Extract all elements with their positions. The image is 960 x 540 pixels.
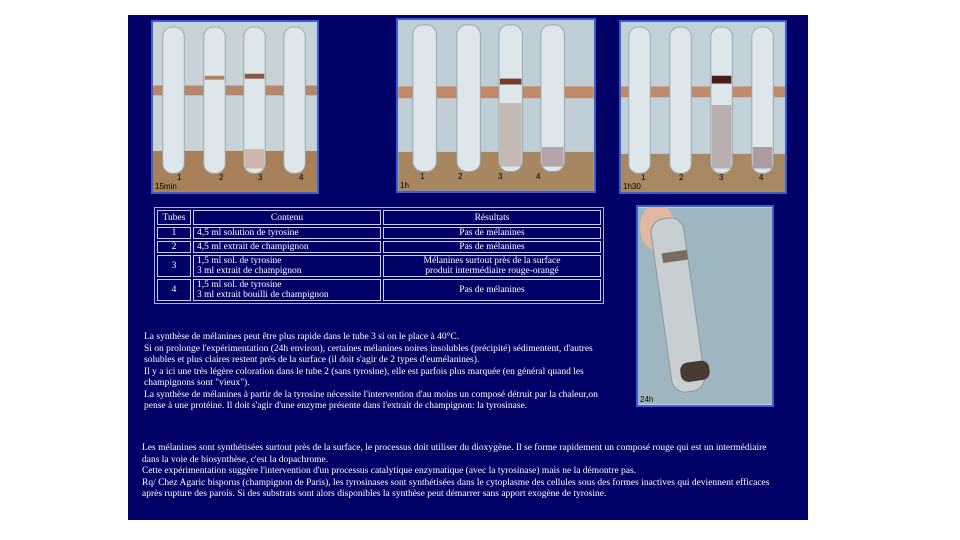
table-header-row (157, 210, 601, 225)
tube-cell: 3 (157, 255, 191, 277)
tube-number: 3 (498, 172, 503, 181)
notes-block-1 (144, 332, 614, 413)
tube-number: 2 (219, 173, 224, 182)
time-label: 24h (640, 395, 654, 404)
tube-number: 4 (536, 172, 541, 181)
note-paragraph: Il y a ici une très légère coloration dans le tube 2 (sans tyrosine), elle est parfois plus marquée (en général quand les champignons sont "vieux"). (144, 366, 584, 388)
note-paragraph: Les mélanines sont synthétisées surtout près de la surface, le processus doit utiliser du dioxygène. Il se forme rapidement un composé rouge qui est un intermédiaire dans la voie de biosynthèse, c'est la dopachrome. (142, 443, 767, 465)
resultats-cell: Pas de mélanines (383, 241, 601, 253)
time-label: 1h30 (623, 182, 641, 191)
tube-number: 3 (719, 173, 724, 182)
contenu-line: 1,5 ml sol. de tyrosine (197, 256, 282, 266)
slide (128, 15, 808, 520)
time-label: 1h (400, 181, 409, 190)
contenu-line: 3 ml extrait de champignon (197, 266, 302, 276)
contenu-cell (193, 279, 381, 301)
contenu-cell: 4,5 ml extrait de champignon (193, 241, 381, 253)
tube-number: 4 (299, 173, 304, 182)
single-tube-photo (638, 207, 772, 405)
contenu-cell (193, 255, 381, 277)
tube-number: 1 (641, 173, 646, 182)
header-tubes: Tubes (157, 210, 191, 225)
resultats-line: Mélanines surtout près de la surface (423, 256, 561, 266)
photo-1h (396, 18, 596, 193)
resultats-cell: Pas de mélanines (383, 279, 601, 301)
tube-cell: 1 (157, 227, 191, 239)
notes-block-2 (142, 443, 782, 501)
table-row (157, 279, 601, 301)
tube-number: 2 (458, 172, 463, 181)
photo-1h30 (619, 20, 787, 194)
tube-number: 1 (177, 173, 182, 182)
tube-number: 1 (420, 172, 425, 181)
photo-24h (636, 205, 774, 407)
table-row (157, 255, 601, 277)
header-resultats: Résultats (383, 210, 601, 225)
tube-number: 3 (258, 173, 263, 182)
table-row (157, 227, 601, 239)
test-tubes-photo (153, 22, 317, 192)
table-row (157, 241, 601, 253)
tube-number: 4 (759, 173, 764, 182)
contenu-line: 1,5 ml sol. de tyrosine (197, 280, 282, 290)
contenu-line: 3 ml extrait bouilli de champignon (197, 290, 329, 300)
tube-cell: 4 (157, 279, 191, 301)
note-paragraph: La synthèse de mélanines peut être plus rapide dans le tube 3 si on le place à 40°C. (144, 332, 460, 342)
tube-number: 2 (679, 173, 684, 182)
contenu-cell: 4,5 ml solution de tyrosine (193, 227, 381, 239)
photo-15min (151, 20, 319, 194)
resultats-line: produit intermédiaire rouge-orangé (425, 266, 559, 276)
note-paragraph: La synthèse de mélanines à partir de la tyrosine nécessite l'intervention d'au moins un composé détruit par la chaleur,on pense à une protéine. Il doit s'agir d'une enzyme présente dans l'extrait de champignon: la tyrosinase. (144, 389, 598, 411)
note-paragraph: Rq/ Chez Agaric bisporus (champignon de Paris), les tyrosinases sont synthétisées dans le cytoplasme des cellules sous des formes inactives qui deviennent efficaces après rupture des parois. Si des substrats sont alors disponibles la synthèse peut démarrer sans apport exogène de tyrosine. (142, 477, 770, 499)
note-paragraph: Cette expérimentation suggère l'intervention d'un processus catalytique enzymatique (avec la tyrosinase) mais ne la démontre pas. (142, 466, 637, 476)
test-tubes-photo (398, 20, 594, 191)
header-contenu: Contenu (193, 210, 381, 225)
note-paragraph: Si on prolonge l'expérimentation (24h environ), certaines mélanines noires insolubles (précipité) sédimentent, d'autres solubles et plus claires restent près de la surface (il doit s'agir de 2 types d'eumélanines). (144, 343, 593, 365)
results-table (154, 207, 604, 304)
resultats-cell: Pas de mélanines (383, 227, 601, 239)
resultats-cell (383, 255, 601, 277)
time-label: 15min (155, 182, 177, 191)
tube-cell: 2 (157, 241, 191, 253)
test-tubes-photo (621, 22, 785, 192)
